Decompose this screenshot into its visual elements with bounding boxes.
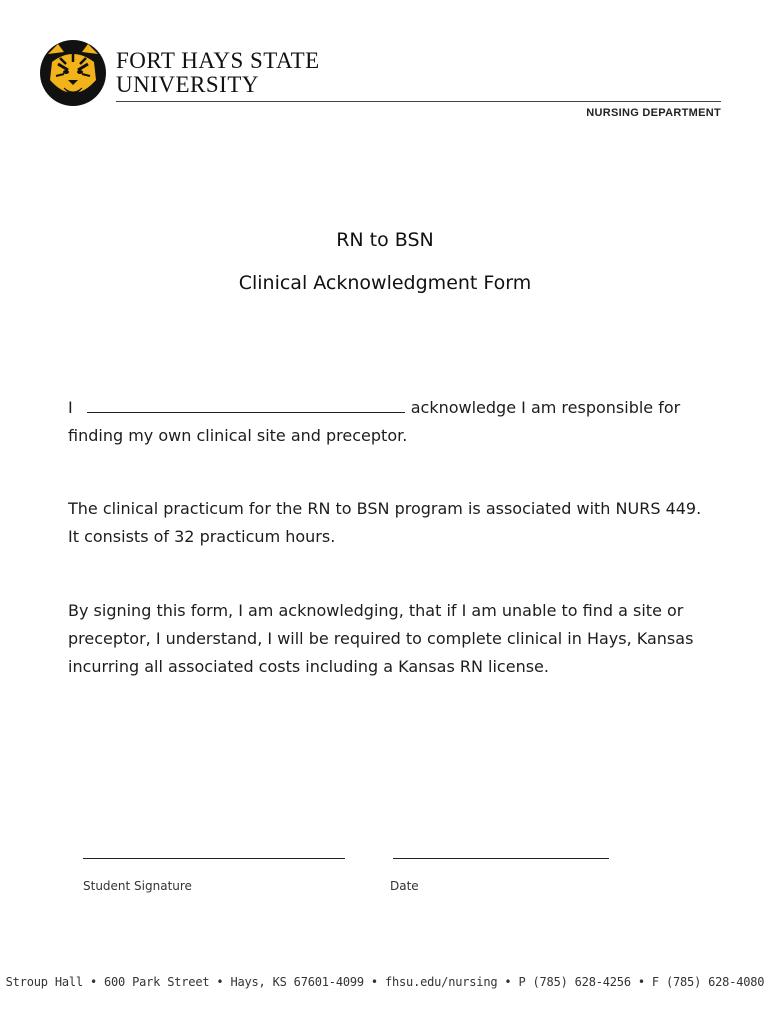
para3-line3: incurring all associated costs including a Kansas RN license. xyxy=(68,657,549,676)
tiger-logo-icon xyxy=(38,36,108,110)
signature-line[interactable] xyxy=(83,858,345,859)
acknowledgment-paragraph xyxy=(68,394,718,450)
university-name xyxy=(116,49,320,97)
signing-paragraph xyxy=(68,597,718,681)
department-label: NURSING DEPARTMENT xyxy=(586,107,721,119)
university-name-line2: UNIVERSITY xyxy=(116,72,259,97)
para2-line2: It consists of 32 practicum hours. xyxy=(68,527,336,546)
footer-contact: Stroup Hall • 600 Park Street • Hays, KS 67601-4099 • fhsu.edu/nursing • P (785) 628-4256 • F (785) 628-4080 xyxy=(5,975,765,989)
date-label: Date xyxy=(390,879,419,893)
para1-prefix: I xyxy=(68,398,73,417)
para1-suffix: acknowledge I am responsible for xyxy=(410,398,681,417)
university-name-line1: FORT HAYS STATE xyxy=(116,48,320,73)
para3-line2: preceptor, I understand, I will be required to complete clinical in Hays, Kansas xyxy=(68,629,694,648)
student-name-blank[interactable] xyxy=(87,396,405,413)
practicum-paragraph xyxy=(68,495,718,551)
para1-line2: finding my own clinical site and preceptor. xyxy=(68,426,408,445)
form-title-line2: Clinical Acknowledgment Form xyxy=(238,272,532,294)
para3-line1: By signing this form, I am acknowledging, that if I am unable to find a site or xyxy=(68,601,684,620)
header-divider xyxy=(116,101,721,102)
date-line[interactable] xyxy=(393,858,609,859)
form-title-line1: RN to BSN xyxy=(336,229,434,251)
para2-line1: The clinical practicum for the RN to BSN program is associated with NURS 449. xyxy=(68,499,702,518)
signature-label: Student Signature xyxy=(83,879,192,893)
